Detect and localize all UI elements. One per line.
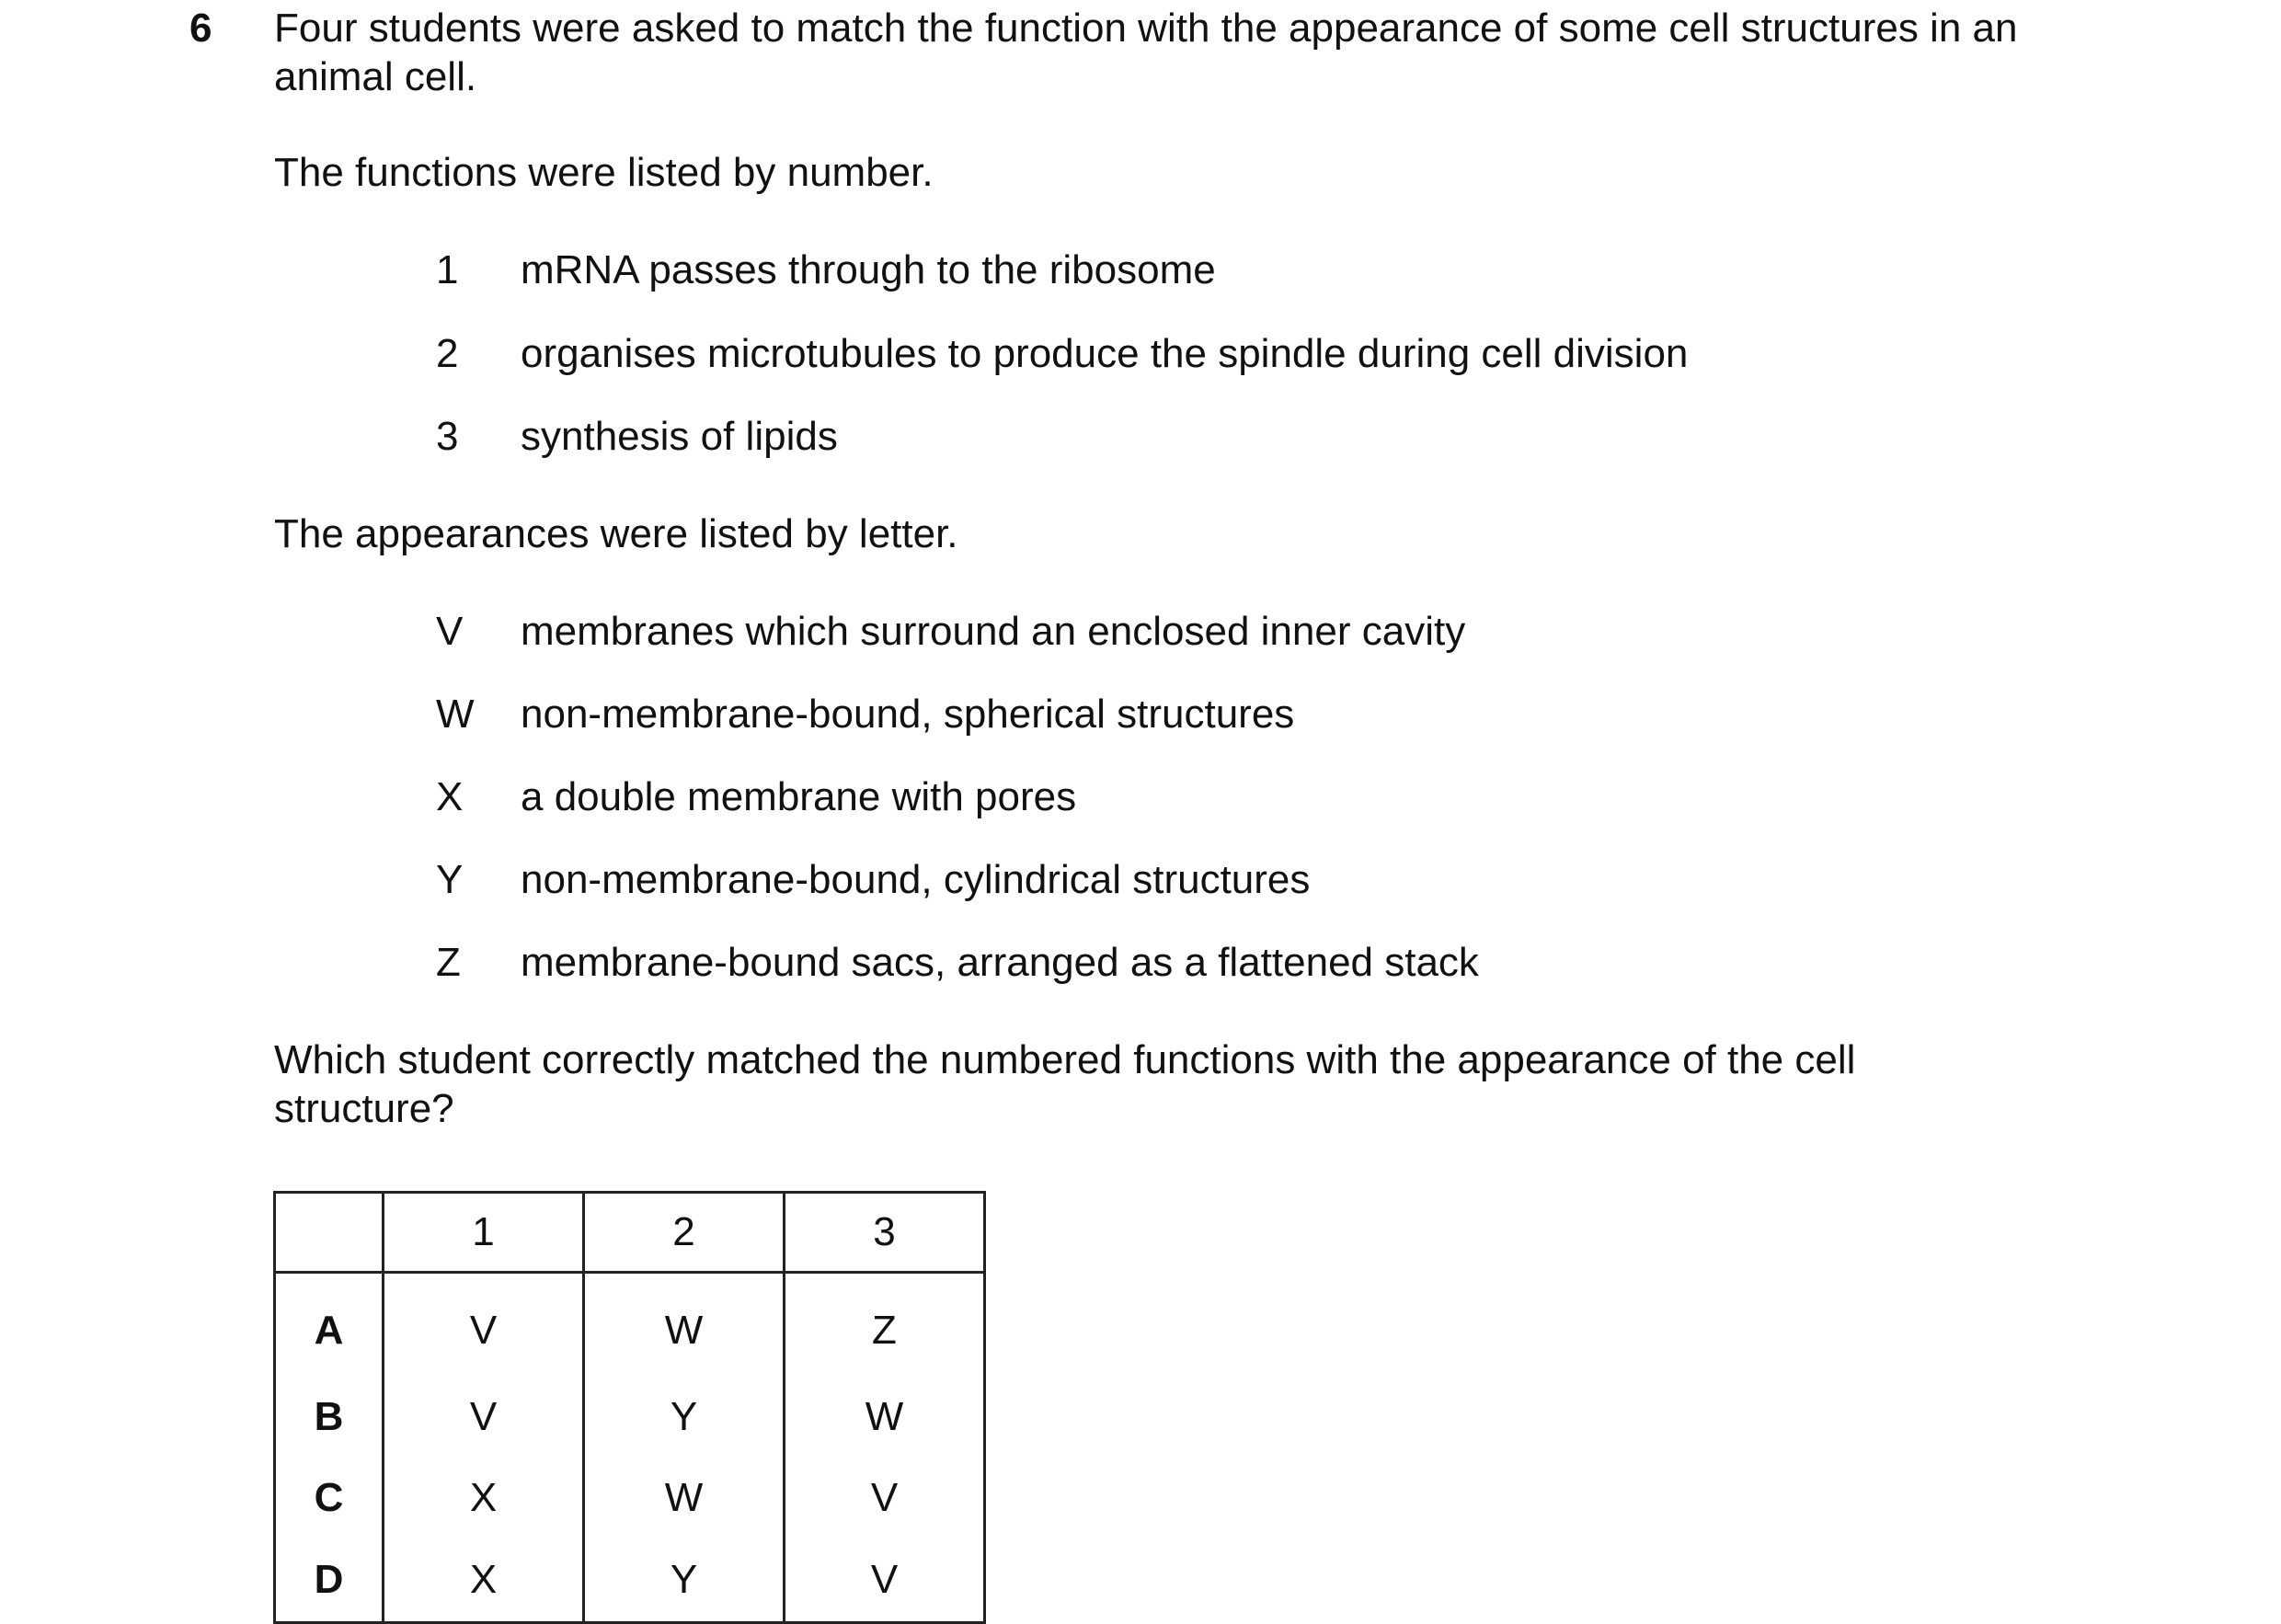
function-key: 3 [436, 414, 459, 459]
question-intro [274, 5, 2106, 102]
table-cell: Z [785, 1273, 985, 1378]
function-key: 1 [436, 247, 459, 292]
table-cell: V [384, 1273, 584, 1378]
table-header-cell: 1 [384, 1193, 584, 1273]
table-row [275, 1538, 985, 1623]
question-prompt [274, 1036, 2106, 1134]
table-row [275, 1458, 985, 1538]
table-header-row [275, 1193, 985, 1273]
appearance-key: W [436, 692, 475, 737]
function-text: organises microtubules to produce the spindle during cell division [521, 331, 1689, 376]
option-letter: B [275, 1377, 384, 1458]
table-cell: W [584, 1458, 785, 1538]
functions-intro: The functions were listed by number. [274, 150, 934, 195]
table-cell: V [785, 1458, 985, 1538]
table-header-cell: 2 [584, 1193, 785, 1273]
table-header-cell [275, 1193, 384, 1273]
appearance-text: non-membrane-bound, cylindrical structures [521, 857, 1311, 902]
appearance-key: V [436, 609, 464, 654]
question-prompt-line2: structure? [274, 1085, 454, 1131]
function-text: synthesis of lipids [521, 414, 838, 459]
option-letter: A [275, 1273, 384, 1378]
table-header-cell: 3 [785, 1193, 985, 1273]
appearance-key: Y [436, 857, 464, 902]
table-cell: V [384, 1377, 584, 1458]
table-cell: Y [584, 1377, 785, 1458]
table-cell: V [785, 1538, 985, 1623]
table-cell: W [584, 1273, 785, 1378]
option-letter: C [275, 1458, 384, 1538]
option-letter: D [275, 1538, 384, 1623]
function-key: 2 [436, 331, 459, 376]
appearances-intro: The appearances were listed by letter. [274, 511, 958, 556]
table-cell: Y [584, 1538, 785, 1623]
table-row [275, 1377, 985, 1458]
appearance-text: membrane-bound sacs, arranged as a flattened stack [521, 940, 1479, 985]
appearance-key: Z [436, 940, 461, 985]
answer-table [273, 1191, 986, 1624]
table-cell: X [384, 1458, 584, 1538]
question-number: 6 [189, 6, 212, 51]
appearance-key: X [436, 774, 464, 819]
question-prompt-line1: Which student correctly matched the numbered functions with the appearance of the cell [274, 1037, 1856, 1082]
appearance-text: a double membrane with pores [521, 774, 1077, 819]
table-cell: W [785, 1377, 985, 1458]
appearance-text: membranes which surround an enclosed inner cavity [521, 609, 1466, 654]
function-text: mRNA passes through to the ribosome [521, 247, 1216, 292]
appearance-text: non-membrane-bound, spherical structures [521, 692, 1295, 737]
table-row [275, 1273, 985, 1378]
question-intro-line1: Four students were asked to match the function with the appearance of some cell structures in an [274, 6, 2018, 51]
question-intro-line2: animal cell. [274, 53, 477, 99]
table-cell: X [384, 1538, 584, 1623]
